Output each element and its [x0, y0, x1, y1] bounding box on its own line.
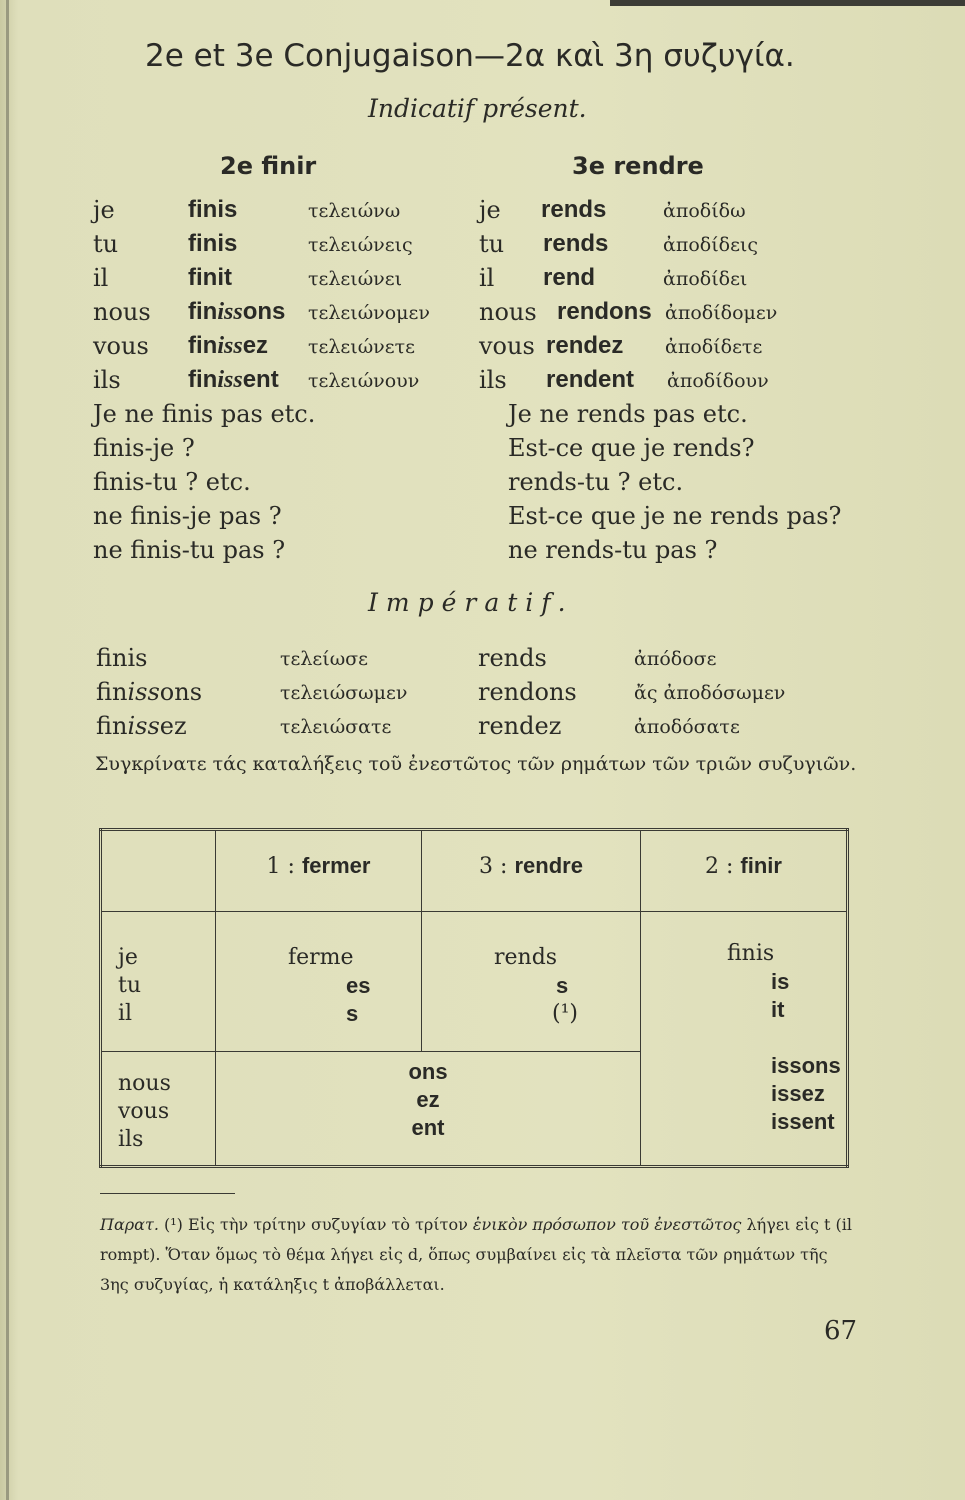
pronoun: nous [93, 298, 151, 326]
pronoun: il [93, 264, 109, 292]
endings-table [99, 828, 849, 1168]
pronoun: vous [479, 332, 535, 360]
finir-phrase: ne finis-je pas ? [93, 502, 282, 530]
footnote: Παρατ. (¹) Εἰς τὴν τρίτην συζυγίαν τὸ τρίτον ἑνικὸν πρόσωπον τοῦ ἐνεστῶτος λήγει εἰς t (il rompt). Ὅταν ὅμως τὸ θέμα λήγει εἰς d, ὅπως συμβαίνει εἰς τὰ πλεῖστα τῶν ρημάτων τῆς 3ης συζυγίας, ἡ κατάληξις t ἀποβάλλεται. [100, 1215, 852, 1294]
shared-plural-endings: ons ez ent [216, 1052, 641, 1167]
imperative-form: finissez [96, 712, 187, 740]
imperative-form: rendez [478, 712, 562, 740]
finir-phrase: Je ne finis pas etc. [93, 400, 316, 428]
pronoun: je [479, 196, 501, 224]
finir-phrase: finis-tu ? etc. [93, 468, 251, 496]
pronoun: nous [479, 298, 537, 326]
imperative-form: finissons [96, 678, 203, 706]
greek-translation: τελειώνουν [308, 370, 420, 392]
greek-translation: ἀπόδοσε [634, 648, 717, 670]
greek-translation: ἀποδίδετε [665, 336, 763, 358]
verb-form: rendez [546, 332, 624, 359]
greek-translation: ἄς ἀποδόσωμεν [634, 682, 786, 704]
rendre-phrase: rends-tu ? etc. [508, 468, 684, 496]
pronoun: tu [93, 230, 119, 258]
greek-translation: τελειώσωμεν [280, 682, 408, 704]
top-edge-mark [610, 0, 965, 6]
imperative-form: rendons [478, 678, 577, 706]
section-subtitle: Indicatif présent. [368, 94, 587, 123]
fermer-endings: ferme es s [216, 912, 422, 1052]
greek-translation: τελειώνεις [308, 234, 413, 256]
finir-heading: 2e finir [220, 152, 317, 180]
rendre-phrase: Est-ce que je rends? [508, 434, 755, 462]
verb-form: rends [543, 230, 609, 257]
greek-translation: τελειώσατε [280, 716, 392, 738]
greek-translation: τελειώνει [308, 268, 403, 290]
greek-translation: τελειώνομεν [308, 302, 430, 324]
table-header-rendre: 3 : rendre [422, 830, 641, 912]
singular-pronouns: je tu il [101, 912, 216, 1052]
verb-form: rend [543, 264, 596, 291]
page-spine [6, 0, 9, 1500]
plural-pronouns: nous vous ils [101, 1052, 216, 1167]
greek-translation: ἀποδίδομεν [665, 302, 778, 324]
rendre-phrase: ne rends-tu pas ? [508, 536, 718, 564]
verb-form: rendent [546, 366, 635, 393]
finir-phrase: finis-je ? [93, 434, 195, 462]
verb-form: finissons [188, 298, 286, 325]
imperative-heading: Impératif. [368, 588, 574, 617]
rendre-heading: 3e rendre [572, 152, 704, 180]
page-number: 67 [824, 1316, 858, 1346]
greek-translation: ἀποδίδει [663, 268, 748, 290]
rendre-endings: rends s (¹) [422, 912, 641, 1052]
finir-phrase: ne finis-tu pas ? [93, 536, 286, 564]
table-corner [101, 830, 216, 912]
imperative-form: rends [478, 644, 547, 672]
pronoun: vous [93, 332, 149, 360]
pronoun: ils [93, 366, 121, 394]
comparison-instruction: Συγκρίνατε τάς καταλήξεις τοῦ ἐνεστῶτος τῶν ρημάτων τῶν τριῶν συζυγιῶν. [95, 753, 857, 775]
verb-form: finissez [188, 332, 269, 359]
rendre-phrase: Est-ce que je ne rends pas? [508, 502, 842, 530]
page-title: 2e et 3e Conjugaison—2α καὶ 3η συζυγία. [145, 38, 795, 74]
verb-form: finit [188, 264, 232, 291]
verb-form: finis [188, 196, 238, 223]
pronoun: ils [479, 366, 507, 394]
finir-endings: finis is it issons issez issent [641, 912, 848, 1167]
greek-translation: τελειώνω [308, 200, 401, 222]
table-header-finir: 2 : finir [641, 830, 848, 912]
verb-form: rendons [557, 298, 652, 325]
greek-translation: ἀποδίδω [663, 200, 746, 222]
verb-form: finis [188, 230, 238, 257]
footnote-divider [100, 1193, 235, 1194]
imperative-form: finis [96, 644, 148, 672]
greek-translation: τελείωσε [280, 648, 368, 670]
greek-translation: ἀποδόσατε [634, 716, 740, 738]
greek-translation: ἀποδίδουν [667, 370, 769, 392]
greek-translation: ἀποδίδεις [663, 234, 759, 256]
pronoun: tu [479, 230, 505, 258]
pronoun: je [93, 196, 115, 224]
table-header-fermer: 1 : fermer [216, 830, 422, 912]
rendre-phrase: Je ne rends pas etc. [508, 400, 748, 428]
pronoun: il [479, 264, 495, 292]
verb-form: rends [541, 196, 607, 223]
verb-form: finissent [188, 366, 279, 393]
greek-translation: τελειώνετε [308, 336, 415, 358]
